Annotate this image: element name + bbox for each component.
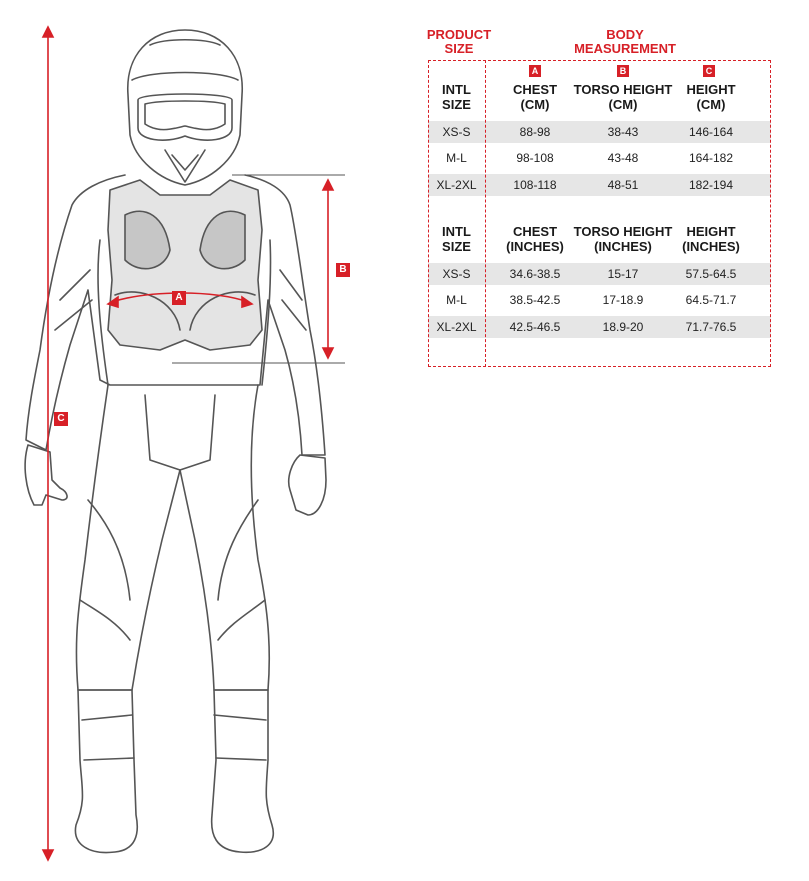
col-torso-cm: TORSO HEIGHT (CM) bbox=[573, 82, 673, 112]
right-boot bbox=[212, 690, 274, 852]
pants-outline bbox=[76, 385, 269, 690]
col-torso-in: TORSO HEIGHT (INCHES) bbox=[573, 224, 673, 254]
col-chest-cm: CHEST (CM) bbox=[512, 82, 558, 112]
left-boot bbox=[75, 690, 137, 853]
badge-b: B bbox=[617, 65, 629, 77]
col-chest-in: CHEST (INCHES) bbox=[506, 224, 564, 254]
left-glove bbox=[25, 445, 67, 505]
col-height-cm: HEIGHT (CM) bbox=[686, 82, 736, 112]
product-size-header: PRODUCT SIZE bbox=[426, 27, 492, 56]
body-measurement-header: BODY MEASUREMENT bbox=[574, 27, 676, 56]
right-glove bbox=[289, 455, 326, 515]
marker-a: A bbox=[172, 291, 186, 305]
col-height-in: HEIGHT (INCHES) bbox=[682, 224, 740, 254]
col-intl-size-in: INTL SIZE bbox=[442, 224, 471, 254]
col-intl-size: INTL SIZE bbox=[442, 82, 471, 112]
marker-b: B bbox=[336, 263, 350, 277]
size-chart-table: A B C INTL SIZE CHEST (CM) TORSO HEIGHT (CM) HEIGHT (CM) XS-S 88-98 38-43 146-164 M-L 98-108 43-48 164-182 XL-2XL 108-118 48-51 182-194 INTL SIZE CHEST (INCHES) TORSO HEIGHT (INCHES) HEIGHT (INCHES) XS-S 34.6-38.5 15-17 57.5-64.5 M-L 38.5-42.5 17-18.9 64.5-71.7 XL-2XL 42.5-46.5 18.9-20 71.7-76.5 bbox=[428, 60, 771, 367]
badge-c: C bbox=[703, 65, 715, 77]
marker-c: C bbox=[54, 412, 68, 426]
badge-a: A bbox=[529, 65, 541, 77]
